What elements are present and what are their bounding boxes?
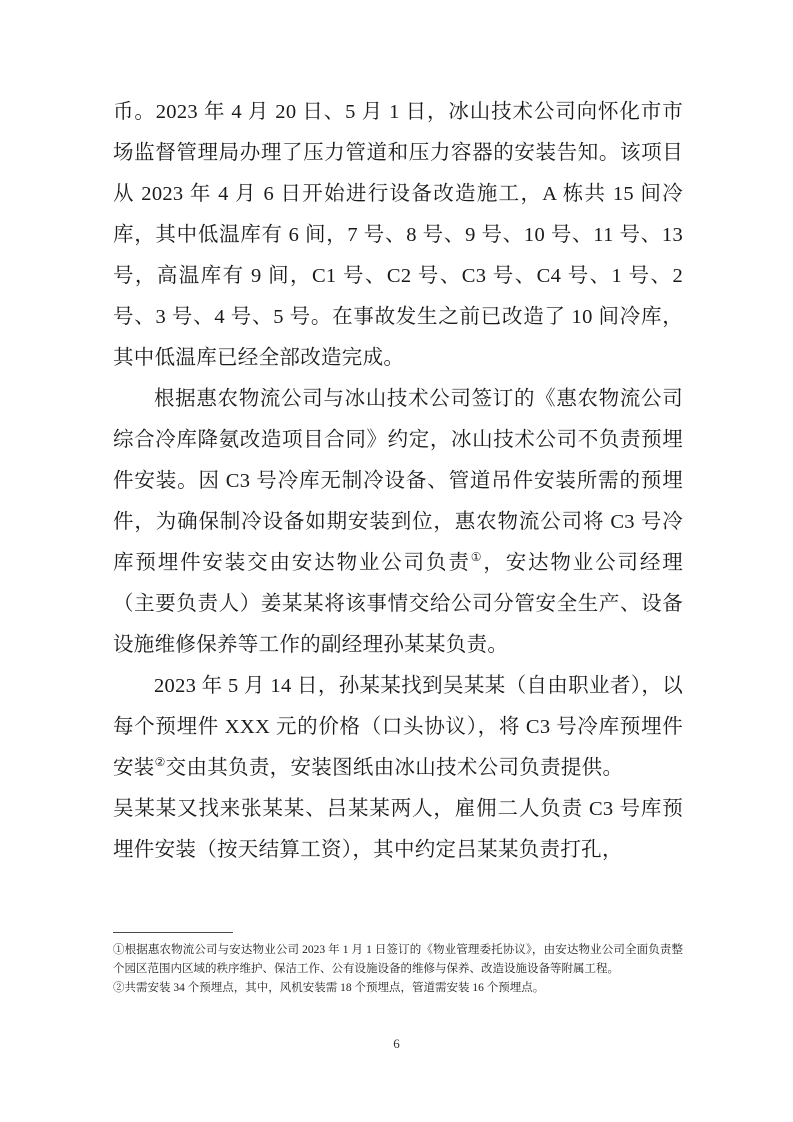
paragraph-3: [113, 666, 683, 789]
footnote-area: [113, 932, 683, 998]
footnote-2: ②共需安装 34 个预埋点，其中，风机安装需 18 个预埋点，管道需安装 16 个预埋点。: [113, 982, 545, 994]
footnote-1: ①根据惠农物流公司与安达物业公司 2023 年 1 月 1 日签订的《物业管理委托协议》，由安达物业公司全面负责整个园区范围内区域的秩序维护、保洁工作、公有设施设备的维修与保养、改造设施设备等附属工程。: [113, 944, 683, 975]
footnote-marker-2: ②: [154, 755, 166, 770]
footnote-marker-1: ①: [470, 550, 484, 565]
paragraph-2-text-part2: ，安达物业公司经理（主要负责人）姜某某将该事情交给公司分管安全生产、设备设施维修保养等工作的副经理孙某某负责。: [113, 552, 683, 656]
footnote-divider: [113, 932, 233, 933]
paragraph-3-text-part2: 交由其负责，安装图纸由冰山技术公司负责提供。: [165, 757, 624, 779]
page-number: 6: [393, 1036, 400, 1051]
paragraph-3-text-part1: 2023 年 5 月 14 日，孙某某找到吴某某（自由职业者），以每个预埋件 XXX 元的价格（口头协议），将 C3 号冷库预埋件安装: [113, 675, 683, 779]
paragraph-2: [113, 379, 683, 666]
paragraph-4: 吴某某又找来张某某、吕某某两人，雇佣二人负责 C3 号库预埋件安装（按天结算工资），其中约定吕某某负责打孔，: [113, 798, 683, 861]
page-body: [113, 92, 683, 871]
paragraph-1: 币。2023 年 4 月 20 日、5 月 1 日，冰山技术公司向怀化市市场监督管理局办理了压力管道和压力容器的安装告知。该项目从 2023 年 4 月 6 日开始进行设备改造施工，A 栋共 15 间冷库，其中低温库有 6 间，7 号、8 号、9 号、10 号、11 号、13 号，高温库有 9 间，C1 号、C2 号、C3 号、C4 号、1 号、2 号、3 号、4 号、5 号。在事故发生之前已改造了 10 间冷库，其中低温库已经全部改造完成。: [113, 101, 683, 369]
paragraph-2-text-part1: 根据惠农物流公司与冰山技术公司签订的《惠农物流公司综合冷库降氨改造项目合同》约定，冰山技术公司不负责预埋件安装。因 C3 号冷库无制冷设备、管道吊件安装所需的预埋件，为确保制冷设备如期安装到位，惠农物流公司将 C3 号冷库预埋件安装交由安达物业公司负责: [113, 388, 683, 574]
